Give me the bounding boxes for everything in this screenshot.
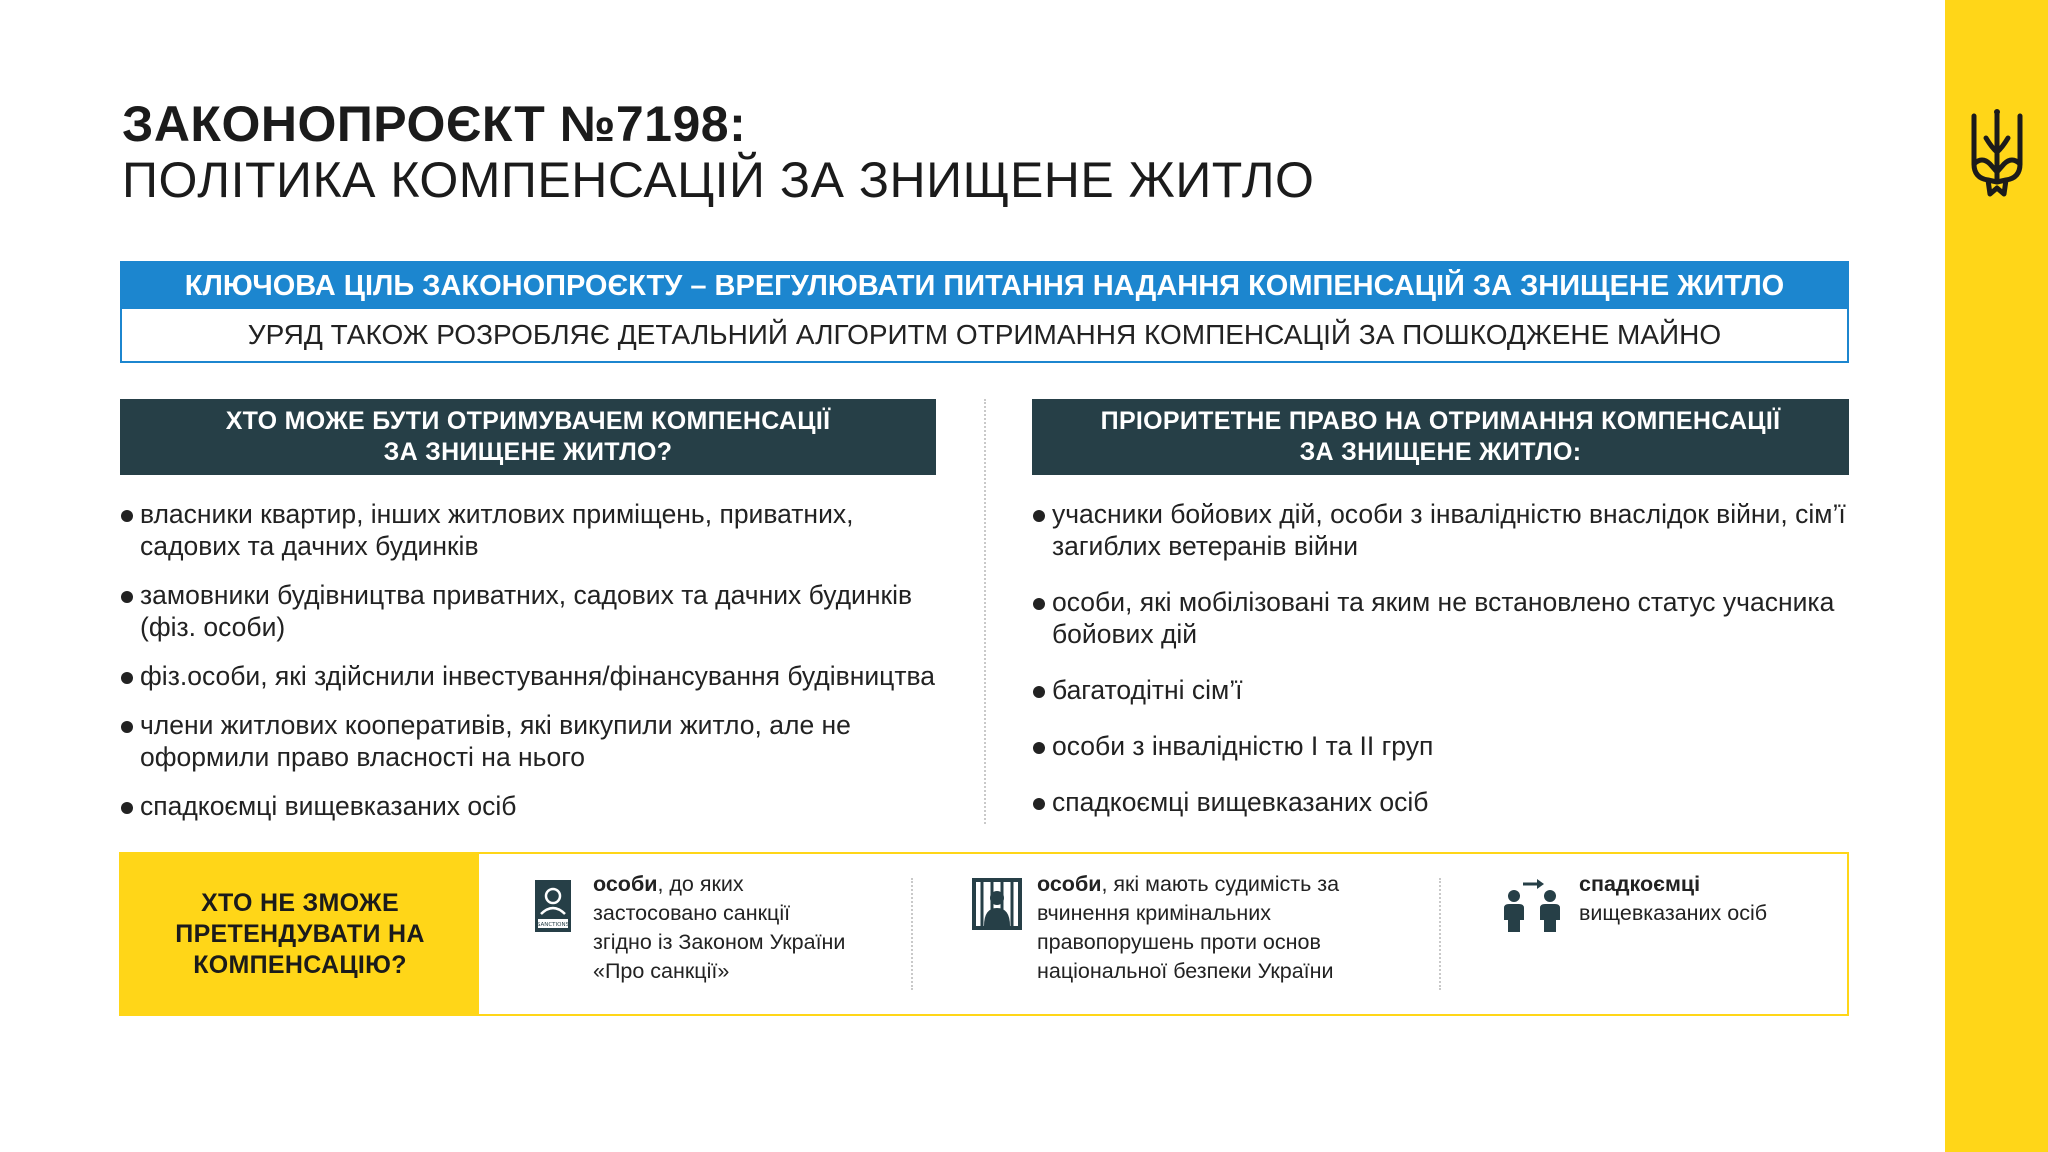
priority-right-list <box>1032 498 1852 842</box>
exclusion-item <box>593 870 853 986</box>
page-title <box>122 96 1314 208</box>
exclusion-text: , які мають судимість за вчинення кримінальних правопорушень проти основ національної безпеки України <box>1037 872 1340 983</box>
eligible-recipients-heading <box>120 399 936 475</box>
priority-right-heading <box>1032 399 1849 475</box>
list-item: члени житлових кооперативів, які викупили житло, але не оформили право власності на нього <box>120 709 950 773</box>
list-item: власники квартир, інших житлових приміщень, приватних, садових та дачних будинків <box>120 498 950 562</box>
coat-of-arms-trident-icon <box>1968 108 2026 200</box>
eligible-heading-line1: ХТО МОЖЕ БУТИ ОТРИМУВАЧЕМ КОМПЕНСАЦІЇ <box>225 406 831 435</box>
exclusion-text: вищевказаних осіб <box>1579 901 1768 925</box>
exclusion-item <box>1037 870 1397 986</box>
exclusions-box <box>119 852 1849 1016</box>
exclusion-text: , до яких застосовано санкції згідно із Законом України «Про санкції» <box>593 872 846 983</box>
exclusion-bold-word: особи <box>593 872 658 896</box>
page-title-line1: ЗАКОНОПРОЄКТ №7198: <box>122 96 747 152</box>
page-title-line2: ПОЛІТИКА КОМПЕНСАЦІЙ ЗА ЗНИЩЕНЕ ЖИТЛО <box>122 152 1315 208</box>
prison-bars-icon <box>972 878 1022 930</box>
exclusion-separator <box>1439 878 1441 990</box>
exclusion-bold-word: спадкоємці <box>1579 872 1701 896</box>
eligible-heading-line2: ЗА ЗНИЩЕНЕ ЖИТЛО? <box>383 438 673 466</box>
list-item: особи, які мобілізовані та яким не встановлено статус учасника бойових дій <box>1032 586 1852 650</box>
exclusions-title: ХТО НЕ ЗМОЖЕ ПРЕТЕНДУВАТИ НА КОМПЕНСАЦІЮ? <box>121 854 479 1014</box>
list-item: фіз.особи, які здійснили інвестування/фінансування будівництва <box>120 660 950 692</box>
list-item: спадкоємці вищевказаних осіб <box>120 790 950 822</box>
key-goal-subline: УРЯД ТАКОЖ РОЗРОБЛЯЄ ДЕТАЛЬНИЙ АЛГОРИТМ ОТРИМАННЯ КОМПЕНСАЦІЙ ЗА ПОШКОДЖЕНЕ МАЙНО <box>247 319 1722 350</box>
list-item: замовники будівництва приватних, садових та дачних будинків (фіз. особи) <box>120 579 950 643</box>
list-item: багатодітні сім’ї <box>1032 674 1852 706</box>
exclusion-item <box>1579 870 1819 928</box>
sanctions-document-icon <box>529 878 577 934</box>
sanctions-stamp-text: SANCTIONS <box>536 922 570 928</box>
list-item: спадкоємці вищевказаних осіб <box>1032 786 1852 818</box>
list-item: учасники бойових дій, особи з інвалідністю внаслідок війни, сім’ї загиблих ветеранів війни <box>1032 498 1852 562</box>
list-item: особи з інвалідністю І та ІІ груп <box>1032 730 1852 762</box>
exclusion-bold-word: особи <box>1037 872 1102 896</box>
inheritance-people-icon <box>1501 878 1563 932</box>
eligible-recipients-list <box>120 498 950 839</box>
priority-heading-line1: ПРІОРИТЕТНЕ ПРАВО НА ОТРИМАННЯ КОМПЕНСАЦІЇ <box>1100 406 1781 435</box>
exclusion-separator <box>911 878 913 990</box>
column-divider <box>984 399 986 824</box>
key-goal-box <box>120 261 1849 363</box>
priority-heading-line2: ЗА ЗНИЩЕНЕ ЖИТЛО: <box>1299 438 1582 466</box>
key-goal-headline: КЛЮЧОВА ЦІЛЬ ЗАКОНОПРОЄКТУ – ВРЕГУЛЮВАТИ ПИТАННЯ НАДАННЯ КОМПЕНСАЦІЙ ЗА ЗНИЩЕНЕ ЖИТЛО <box>122 263 1847 309</box>
